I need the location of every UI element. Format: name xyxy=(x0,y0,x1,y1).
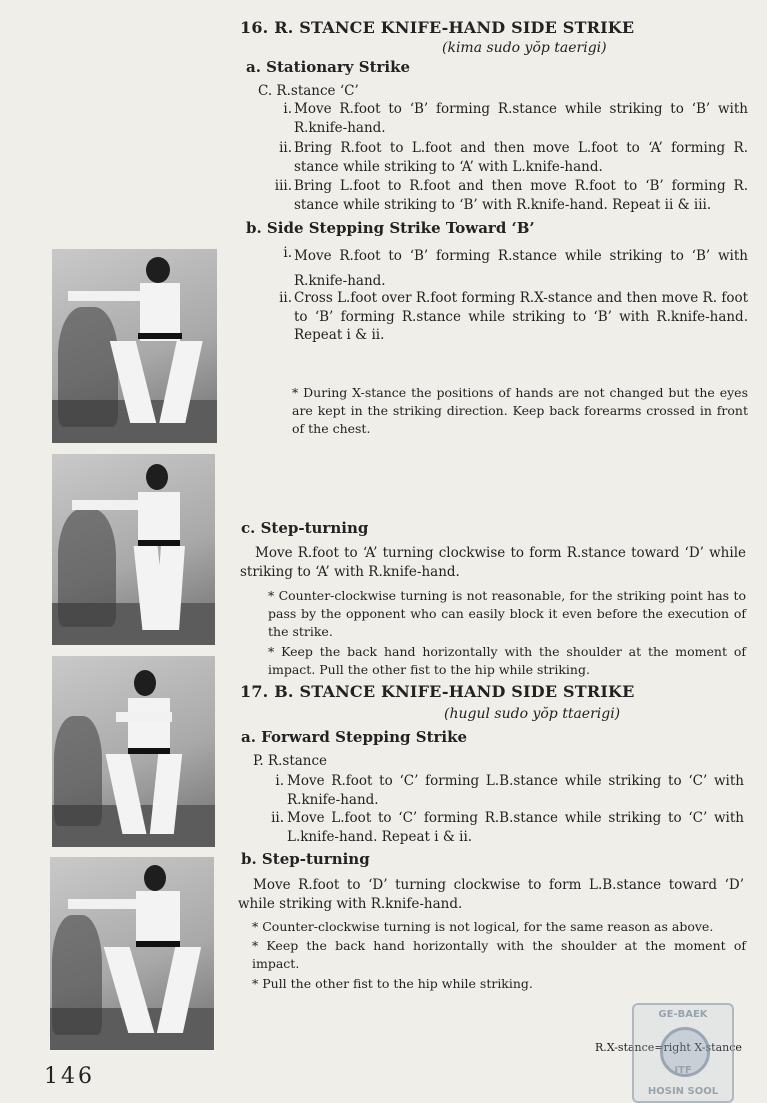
side-stepping-heading: b. Side Stepping Strike Toward ‘B’ xyxy=(246,219,535,237)
stationary-strike-heading: a. Stationary Strike xyxy=(246,58,411,76)
step-turning-text: Move R.foot to ‘A’ turning clockwise to form R.stance toward ‘D’ while striking to ‘A’ with R.knife-hand. xyxy=(240,545,746,580)
watermark-logo xyxy=(632,1003,734,1103)
karateka-figure xyxy=(52,656,215,847)
section-17-subtitle: (hugul sudo yŏp ttaerigi) xyxy=(444,706,621,722)
photo-stance-2 xyxy=(52,454,215,645)
forward-stepping-heading: a. Forward Stepping Strike xyxy=(241,728,468,746)
logo-center-text: ITF xyxy=(674,1065,692,1076)
step-turning-17-note: * Keep the back hand horizontally with the shoulder at the moment of impact. xyxy=(252,938,746,971)
photo-stance-1 xyxy=(52,249,217,443)
forward-item-num: ii. xyxy=(271,810,284,826)
photo-stance-3 xyxy=(52,656,215,847)
section-16-title: 16. R. STANCE KNIFE-HAND SIDE STRIKE xyxy=(240,18,635,37)
forward-stepping-lead: P. R.stance xyxy=(253,753,328,769)
step-turning-heading: c. Step-turning xyxy=(241,519,369,537)
section-16-subtitle: (kima sudo yŏp taerigi) xyxy=(442,40,607,56)
stationary-item-text: Bring R.foot to L.foot and then move L.foot to ‘A’ forming R. stance while striking to ‘A’ with L.knife-hand. xyxy=(294,140,748,175)
x-stance-note: * During X-stance the positions of hands are not changed but the eyes are kept in the striking direction. Keep back forearms crossed in front of the chest. xyxy=(292,385,748,436)
photo-stance-4 xyxy=(50,857,214,1050)
stationary-item-text: Move R.foot to ‘B’ forming R.stance while striking to ‘B’ with R.knife-hand. xyxy=(294,101,748,136)
side-stepping-item-text: Cross L.foot over R.foot forming R.X-stance and then move R. foot to ‘B’ forming R.stance while striking to ‘B’ with R.knife-hand. Repeat i & ii. xyxy=(294,290,748,343)
step-turning-17-note: * Pull the other fist to the hip while striking. xyxy=(252,976,533,991)
karateka-figure xyxy=(50,857,214,1050)
side-stepping-item-num: i. xyxy=(283,245,292,261)
step-turning-heading-17: b. Step-turning xyxy=(241,850,370,868)
karateka-figure xyxy=(52,454,215,645)
karateka-figure xyxy=(52,249,217,443)
stationary-item-text: Bring L.foot to R.foot and then move R.foot to ‘B’ forming R. stance while striking to ‘B’ with R.knife-hand. Repeat ii & iii. xyxy=(294,178,748,213)
step-turning-note: * Keep the back hand horizontally with the shoulder at the moment of impact. Pull the other fist to the hip while striking. xyxy=(268,644,746,677)
stationary-item-num: iii. xyxy=(274,178,292,194)
logo-top-text: GE-BAEK xyxy=(658,1009,708,1020)
page-number: 146 xyxy=(44,1064,95,1089)
step-turning-note: * Counter-clockwise turning is not reasonable, for the striking point has to pass by the opponent who can easily block it even before the execution of the strike. xyxy=(268,588,746,639)
forward-item-num: i. xyxy=(275,773,284,789)
forward-item-text: Move R.foot to ‘C’ forming L.B.stance while striking to ‘C’ with R.knife-hand. xyxy=(287,773,744,808)
logo-bottom-text: HOSIN SOOL xyxy=(647,1086,719,1097)
step-turning-17-note: * Counter-clockwise turning is not logical, for the same reason as above. xyxy=(252,919,714,934)
stationary-item-num: i. xyxy=(283,101,292,117)
stationary-strike-lead: C. R.stance ‘C’ xyxy=(258,83,359,99)
stationary-item-num: ii. xyxy=(279,140,292,156)
section-17-title: 17. B. STANCE KNIFE-HAND SIDE STRIKE xyxy=(240,682,635,701)
side-stepping-item-num: ii. xyxy=(279,290,292,306)
side-stepping-item-text: Move R.foot to ‘B’ forming R.stance while striking to ‘B’ with R.knife-hand. xyxy=(294,248,748,289)
step-turning-17-text: Move R.foot to ‘D’ turning clockwise to form L.B.stance toward ‘D’ while striking with R.knife-hand. xyxy=(238,877,744,912)
forward-item-text: Move L.foot to ‘C’ forming R.B.stance while striking to ‘C’ with L.knife-hand. Repeat i & ii. xyxy=(287,810,744,845)
footnote: R.X-stance=right X-stance xyxy=(595,1041,742,1054)
